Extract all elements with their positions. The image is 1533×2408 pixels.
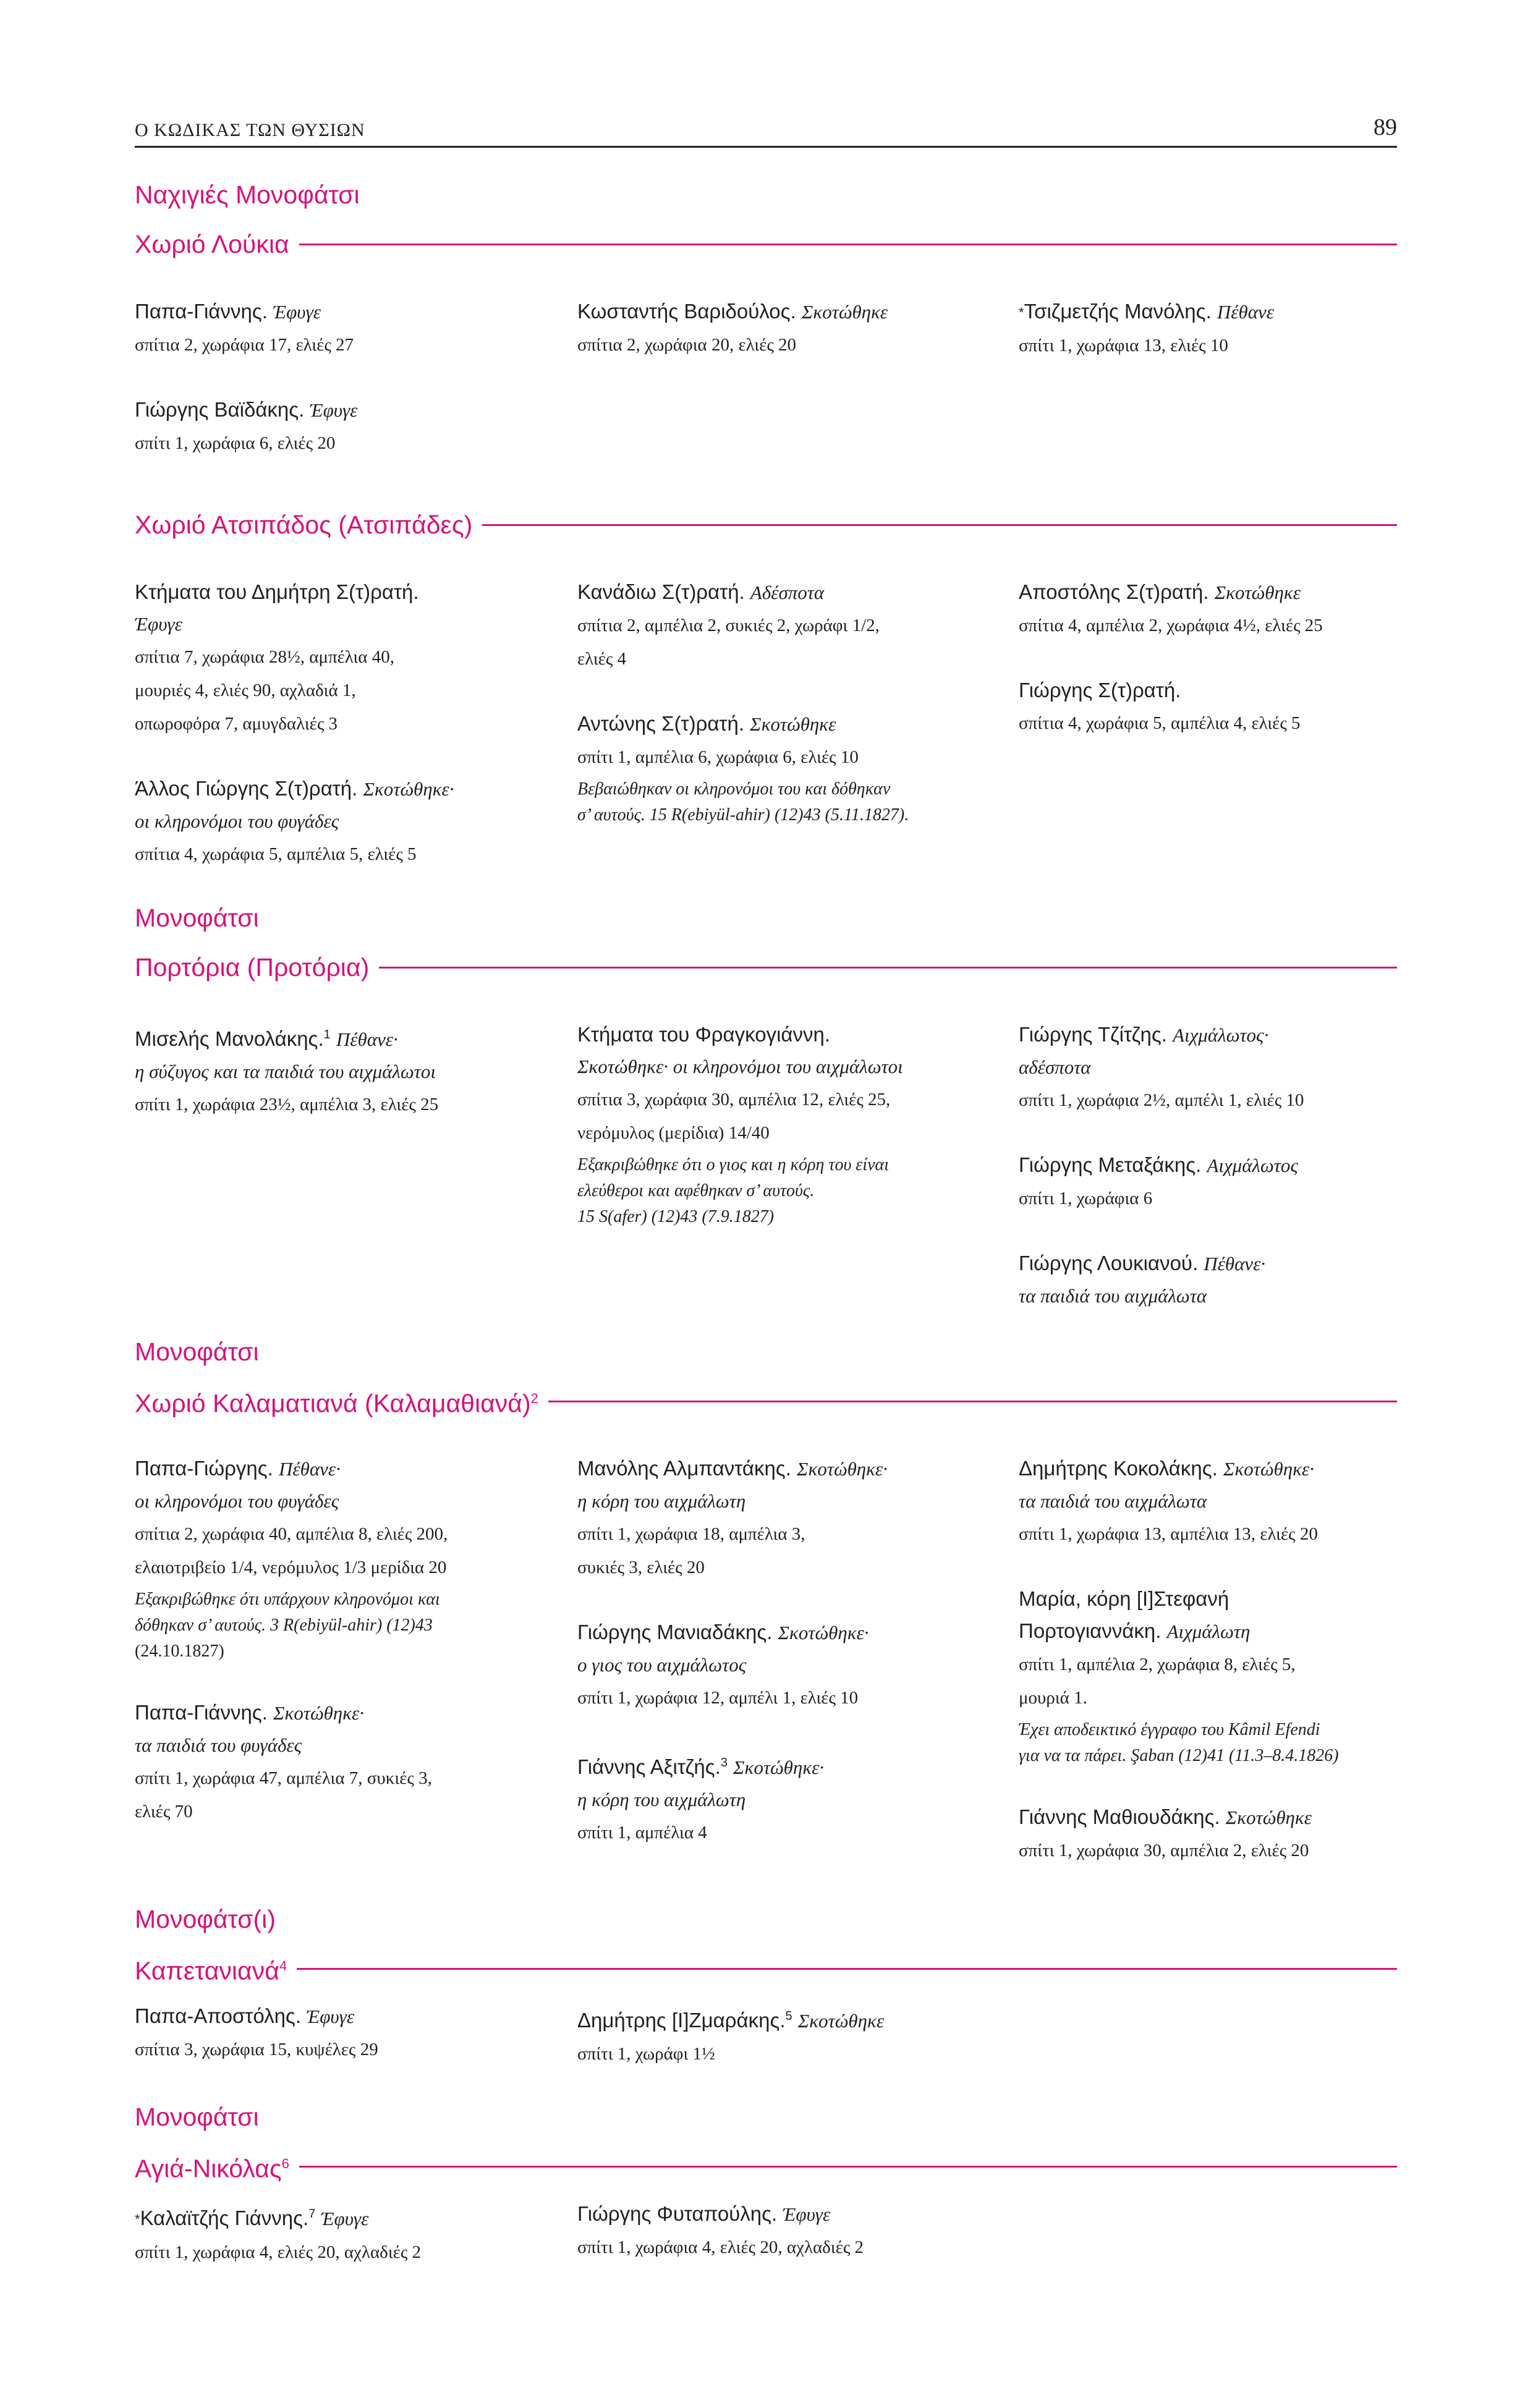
entry-name: Μανόλης Αλμπαντάκης. bbox=[577, 1457, 791, 1480]
entry-fate: Σκοτώθηκε bbox=[801, 301, 888, 323]
entry-fate-line: τα παιδιά του αιχμάλωτα bbox=[1019, 1490, 1207, 1512]
heading-rule bbox=[299, 2166, 1397, 2168]
entry bbox=[135, 394, 518, 460]
entry-fate: Σκοτώθηκε bbox=[750, 713, 836, 735]
entry-fate-line: Σκοτώθηκε· οι κληρονόμοι του αιχμάλωτοι bbox=[577, 1056, 903, 1077]
entry-property: οπωροφόρα 7, αμυγδαλιές 3 bbox=[135, 714, 338, 734]
entry-fate: Έφυγε bbox=[321, 2208, 369, 2229]
entry-property: σπίτια 2, χωράφια 40, αμπέλια 8, ελιές 200, bbox=[135, 1524, 448, 1544]
entry-property: σπίτι 1, αμπέλια 6, χωράφια 6, ελιές 10 bbox=[577, 747, 859, 767]
entry-name: Αποστόλης Σ(τ)ρατή. bbox=[1019, 580, 1209, 603]
heading-rule bbox=[548, 1401, 1397, 1402]
entry-name: Γιώργης Λουκιανού. bbox=[1019, 1252, 1199, 1274]
column-1 bbox=[135, 1019, 518, 1153]
entry-fate-line: τα παιδιά του φυγάδες bbox=[135, 1734, 302, 1756]
entry-name: Γιώργης Βαϊδάκης. bbox=[135, 398, 305, 421]
column-2 bbox=[577, 2198, 961, 2296]
village-heading-row bbox=[135, 227, 1397, 261]
entry-property: σπίτι 1, αμπέλια 4 bbox=[577, 1823, 707, 1842]
village-heading: Καπετανιανά bbox=[135, 1956, 279, 1985]
entry-property: σπίτι 1, χωράφια 47, αμπέλια 7, συκιές 3, bbox=[135, 1768, 432, 1788]
entry-note: 15 S(afer) (12)43 (7.9.1827) bbox=[577, 1207, 775, 1226]
page bbox=[135, 0, 1397, 2408]
entry-property: σπίτια 3, χωράφια 15, κυψέλες 29 bbox=[135, 2040, 378, 2059]
village-heading: Πορτόρια (Προτόρια) bbox=[135, 953, 370, 981]
asterisk-mark: * bbox=[135, 2211, 140, 2227]
entry-name: Κωσταντής Βαριδούλος. bbox=[577, 300, 796, 323]
entry-note: σ’ αυτούς. 15 R(ebiyül-ahir) (12)43 (5.11.1827). bbox=[577, 805, 909, 825]
entry-property: ελιές 4 bbox=[577, 649, 627, 669]
entry-fate-line: τα παιδιά του αιχμάλωτα bbox=[1019, 1285, 1207, 1307]
entry-property: ελαιοτριβείο 1/4, νερόμυλος 1/3 μερίδια 20 bbox=[135, 1558, 447, 1577]
entry-name: Καλαϊτζής Γιάννης. bbox=[140, 2207, 309, 2229]
entry-property: σπίτι 1, χωράφια 6 bbox=[1019, 1189, 1153, 1208]
entry-fate: Έφυγε bbox=[273, 301, 321, 323]
entry bbox=[1019, 1452, 1402, 1551]
entry bbox=[135, 2198, 518, 2269]
footnote-ref: 2 bbox=[530, 1391, 538, 1407]
entry-fate: Σκοτώθηκε bbox=[1225, 1807, 1312, 1828]
entry-note: Βεβαιώθηκαν οι κληρονόμοι του και δόθηκαν bbox=[577, 779, 891, 799]
running-title: Ο ΚΩΔΙΚΑΣ ΤΩΝ ΘΥΣΙΩΝ bbox=[135, 120, 365, 140]
entry-property: σπίτια 2, χωράφια 20, ελιές 20 bbox=[577, 335, 797, 355]
entry-fate: Αδέσποτα bbox=[750, 582, 825, 603]
entry-note: (24.10.1827) bbox=[135, 1642, 224, 1661]
section-loukia bbox=[135, 179, 1397, 453]
column-2 bbox=[577, 1019, 961, 1262]
entry bbox=[577, 2198, 961, 2264]
region-heading: Μονοφάτσι bbox=[135, 2103, 259, 2131]
village-heading: Χωριό Ατσιπάδος (Ατσιπάδες) bbox=[135, 511, 473, 539]
footnote-ref: 4 bbox=[279, 1958, 287, 1974]
entry-fate-line: ο γιος του αιχμάλωτος bbox=[577, 1654, 747, 1676]
entry-property: σπίτι 1, χωράφια 12, αμπέλι 1, ελιές 10 bbox=[577, 1688, 859, 1708]
entry-name-cont: Πορτογιαννάκη. bbox=[1019, 1619, 1161, 1642]
entry bbox=[577, 1616, 961, 1715]
entry-property: σπίτια 2, χωράφια 17, ελιές 27 bbox=[135, 335, 354, 355]
column-3 bbox=[1019, 1019, 1402, 1344]
entry-fate: Αιχμάλωτος bbox=[1207, 1155, 1298, 1176]
entry bbox=[1019, 576, 1402, 642]
entry-fate: Σκοτώθηκε· bbox=[778, 1622, 869, 1643]
column-3 bbox=[1019, 295, 1402, 394]
entry-fate: Σκοτώθηκε bbox=[1214, 582, 1301, 603]
column-3 bbox=[1019, 1452, 1402, 1899]
entry-name: Δημήτρης [Ι]Ζμαράκης. bbox=[577, 2009, 786, 2032]
entry-fate: Σκοτώθηκε bbox=[797, 2010, 885, 2032]
entry-name: Κτήματα του Φραγκογιάννη. bbox=[577, 1023, 831, 1046]
entry-property: ελιές 70 bbox=[135, 1802, 193, 1821]
entry-fate: Έφυγε bbox=[307, 2006, 355, 2027]
entry-note: ελεύθεροι και αφέθηκαν σ’ αυτούς. bbox=[577, 1181, 815, 1200]
entry-fate: Σκοτώθηκε· bbox=[1223, 1458, 1314, 1480]
village-heading-row bbox=[135, 2150, 1397, 2183]
entry-fate: Σκοτώθηκε· bbox=[273, 1702, 365, 1724]
column-1 bbox=[135, 2000, 518, 2098]
column-1 bbox=[135, 576, 518, 903]
entry-note: δόθηκαν σ’ αυτούς. 3 R(ebiyül-ahir) (12)43 bbox=[135, 1616, 433, 1635]
entry-property: σπίτι 1, χωράφια 30, αμπέλια 2, ελιές 20 bbox=[1019, 1841, 1309, 1860]
entry-name: Παπα-Γιάννης. bbox=[135, 1701, 268, 1724]
entry-property: σπίτια 4, χωράφια 5, αμπέλια 4, ελιές 5 bbox=[1019, 713, 1301, 733]
entry bbox=[135, 576, 518, 740]
entry-fate-line: οι κληρονόμοι του φυγάδες bbox=[135, 810, 339, 832]
entry-property: σπίτι 1, αμπέλια 2, χωράφια 8, ελιές 5, bbox=[1019, 1655, 1296, 1674]
entry bbox=[135, 2000, 518, 2066]
entry-fate: Σκοτώθηκε· bbox=[363, 778, 454, 800]
entry-fate: Πέθανε· bbox=[279, 1458, 341, 1480]
entry bbox=[1019, 1583, 1402, 1769]
entry-property: σπίτι 1, χωράφια 18, αμπέλια 3, bbox=[577, 1524, 805, 1544]
column-1 bbox=[135, 295, 518, 492]
entry-fate: Έφυγε bbox=[783, 2203, 831, 2225]
entry-property: σπίτι 1, χωράφια 2½, αμπέλι 1, ελιές 10 bbox=[1019, 1090, 1304, 1110]
entry-fate: Αιχμάλωτη bbox=[1166, 1621, 1251, 1642]
running-head bbox=[135, 109, 1397, 148]
entry bbox=[577, 2000, 961, 2071]
column-3 bbox=[1019, 576, 1402, 772]
region-heading: Μονοφάτσι bbox=[135, 904, 259, 932]
column-2 bbox=[577, 576, 961, 860]
entry-note: Έχει αποδεικτικό έγγραφο του Kâmil Efendi bbox=[1019, 1720, 1320, 1739]
village-heading-row bbox=[135, 508, 1397, 541]
entry-fate: Αιχμάλωτος· bbox=[1173, 1024, 1269, 1046]
entry-name: Μαρία, κόρη [Ι]Στεφανή bbox=[1019, 1587, 1229, 1610]
entry-fate-line: οι κληρονόμοι του φυγάδες bbox=[135, 1490, 339, 1512]
village-heading-row bbox=[135, 951, 1397, 984]
entry-fate-line: η κόρη του αιχμάλωτη bbox=[577, 1789, 746, 1810]
village-heading-row bbox=[135, 1384, 1397, 1418]
entry-name: Άλλος Γιώργης Σ(τ)ρατή. bbox=[135, 777, 358, 800]
entry-name: Γιάννης Αξιτζής. bbox=[577, 1755, 721, 1778]
heading-rule bbox=[299, 244, 1397, 245]
entry bbox=[135, 295, 518, 362]
entry bbox=[577, 1019, 961, 1230]
entry-property: σπίτι 1, χωράφι 1½ bbox=[577, 2044, 715, 2064]
entry bbox=[577, 1747, 961, 1849]
entry bbox=[1019, 1149, 1402, 1215]
heading-rule bbox=[379, 967, 1397, 969]
entry-fate-line: αδέσποτα bbox=[1019, 1056, 1091, 1078]
entry bbox=[1019, 1801, 1402, 1867]
village-heading: Αγιά-Νικόλας bbox=[135, 2154, 282, 2183]
region-heading: Μονοφάτσ(ι) bbox=[135, 1905, 276, 1933]
entry-name: Παπα-Γιάννης. bbox=[135, 300, 268, 323]
entry-property: σπίτι 1, χωράφια 13, ελιές 10 bbox=[1019, 336, 1228, 355]
asterisk-mark: * bbox=[1019, 305, 1024, 320]
entry-name: Γιώργης Φυταπούλης. bbox=[577, 2202, 778, 2225]
entry-property: νερόμυλος (μερίδια) 14/40 bbox=[577, 1123, 770, 1143]
entry-note: Εξακριβώθηκε ότι ο γιος και η κόρη του είναι bbox=[577, 1155, 890, 1174]
entry bbox=[577, 708, 961, 828]
entry-name: Κανάδιω Σ(τ)ρατή. bbox=[577, 580, 745, 603]
entry bbox=[135, 1019, 518, 1121]
entry-property: μουριές 4, ελιές 90, αχλαδιά 1, bbox=[135, 680, 356, 700]
entry-property: σπίτι 1, χωράφια 6, ελιές 20 bbox=[135, 433, 336, 453]
entry-property: σπίτια 7, χωράφια 28½, αμπέλια 40, bbox=[135, 647, 394, 667]
entry bbox=[1019, 674, 1402, 740]
section-kalamatiana bbox=[135, 1336, 1397, 1860]
entry-name: Γιώργης Τζίτζης. bbox=[1019, 1023, 1167, 1046]
entry-name: Δημήτρης Κοκολάκης. bbox=[1019, 1457, 1218, 1480]
entry-name: Αντώνης Σ(τ)ρατή. bbox=[577, 712, 744, 735]
column-2 bbox=[577, 295, 961, 394]
entry-name: Παπα-Αποστόλης. bbox=[135, 2004, 301, 2027]
entry-property: σπίτι 1, χωράφια 4, ελιές 20, αχλαδιές 2 bbox=[135, 2242, 422, 2262]
footnote-ref: 6 bbox=[281, 2156, 289, 2172]
section-portoria bbox=[135, 902, 1397, 1307]
entry bbox=[577, 576, 961, 676]
entry-fate-line: η κόρη του αιχμάλωτη bbox=[577, 1490, 746, 1512]
entry-fate: Πέθανε· bbox=[1204, 1253, 1266, 1274]
footnote-ref: 5 bbox=[785, 2009, 792, 2023]
entry-name: Γιώργης Μεταξάκης. bbox=[1019, 1153, 1202, 1176]
entry-name: Μισελής Μανολάκης. bbox=[135, 1027, 324, 1050]
footnote-ref: 1 bbox=[323, 1028, 331, 1041]
entry-property: συκιές 3, ελιές 20 bbox=[577, 1558, 705, 1577]
entry bbox=[135, 1452, 518, 1664]
entry bbox=[1019, 295, 1402, 362]
entry-fate: Έφυγε bbox=[135, 613, 182, 635]
entry-fate: Σκοτώθηκε· bbox=[797, 1458, 888, 1480]
entry bbox=[577, 295, 961, 362]
entry-property: σπίτια 4, αμπέλια 2, χωράφια 4½, ελιές 25 bbox=[1019, 616, 1323, 635]
entry-fate: Έφυγε bbox=[310, 399, 358, 421]
entry-property: σπίτι 1, χωράφια 4, ελιές 20, αχλαδιές 2 bbox=[577, 2237, 864, 2257]
village-heading: Χωριό Καλαματιανά (Καλαμαθιανά) bbox=[135, 1389, 531, 1418]
entry-property: σπίτι 1, χωράφια 23½, αμπέλια 3, ελιές 25 bbox=[135, 1095, 439, 1114]
footnote-ref: 7 bbox=[308, 2207, 316, 2221]
column-2 bbox=[577, 2000, 961, 2103]
region-heading: Μονοφάτσι bbox=[135, 1338, 259, 1366]
entry bbox=[135, 773, 518, 871]
entry-name: Παπα-Γιώργης. bbox=[135, 1457, 273, 1480]
entry-name: Γιώργης Σ(τ)ρατή. bbox=[1019, 679, 1181, 702]
heading-rule bbox=[297, 1968, 1397, 1970]
column-1 bbox=[135, 2198, 518, 2301]
section-agia-nikolas bbox=[135, 2101, 1397, 2262]
entry bbox=[1019, 1019, 1402, 1117]
entry-fate: Σκοτώθηκε· bbox=[733, 1757, 825, 1778]
entry-name: Κτήματα του Δημήτρη Σ(τ)ρατή. bbox=[135, 580, 419, 603]
section-kapetaniana bbox=[135, 1904, 1397, 2064]
entry-property: σπίτια 2, αμπέλια 2, συκιές 2, χωράφι 1/2, bbox=[577, 616, 880, 635]
entry-name: Γιάννης Μαθιουδάκης. bbox=[1019, 1805, 1220, 1828]
entry-property: σπίτια 3, χωράφια 30, αμπέλια 12, ελιές 25, bbox=[577, 1090, 891, 1109]
village-heading: Χωριό Λούκια bbox=[135, 230, 289, 258]
footnote-ref: 3 bbox=[720, 1756, 728, 1770]
entry bbox=[577, 1452, 961, 1584]
page-number: 89 bbox=[1374, 114, 1397, 140]
section-atsipados bbox=[135, 508, 1397, 864]
village-heading-row bbox=[135, 1952, 1397, 1985]
entry-fate: Πέθανε bbox=[1217, 301, 1274, 323]
entry-property: σπίτι 1, χωράφια 13, αμπέλια 13, ελιές 20 bbox=[1019, 1524, 1318, 1544]
region-heading: Ναχιγιές Μονοφάτσι bbox=[135, 180, 360, 209]
entry-name: Γιώργης Μανιαδάκης. bbox=[577, 1621, 773, 1643]
heading-rule bbox=[482, 524, 1397, 526]
entry-property: μουριά 1. bbox=[1019, 1688, 1087, 1708]
entry-property: σπίτια 4, χωράφια 5, αμπέλια 5, ελιές 5 bbox=[135, 844, 417, 864]
entry bbox=[1019, 1247, 1402, 1312]
column-2 bbox=[577, 1452, 961, 1881]
entry bbox=[135, 1697, 518, 1828]
column-1 bbox=[135, 1452, 518, 1860]
entry-note: Εξακριβώθηκε ότι υπάρχουν κληρονόμοι και bbox=[135, 1590, 440, 1609]
entry-fate: Πέθανε· bbox=[336, 1028, 398, 1050]
entry-fate-line: η σύζυγος και τα παιδιά του αιχμάλωτοι bbox=[135, 1061, 436, 1082]
entry-note: για να τα πάρει. Şaban (12)41 (11.3–8.4.1826) bbox=[1019, 1746, 1339, 1765]
entry-name: Τσιζμετζής Μανόλης. bbox=[1024, 300, 1212, 323]
